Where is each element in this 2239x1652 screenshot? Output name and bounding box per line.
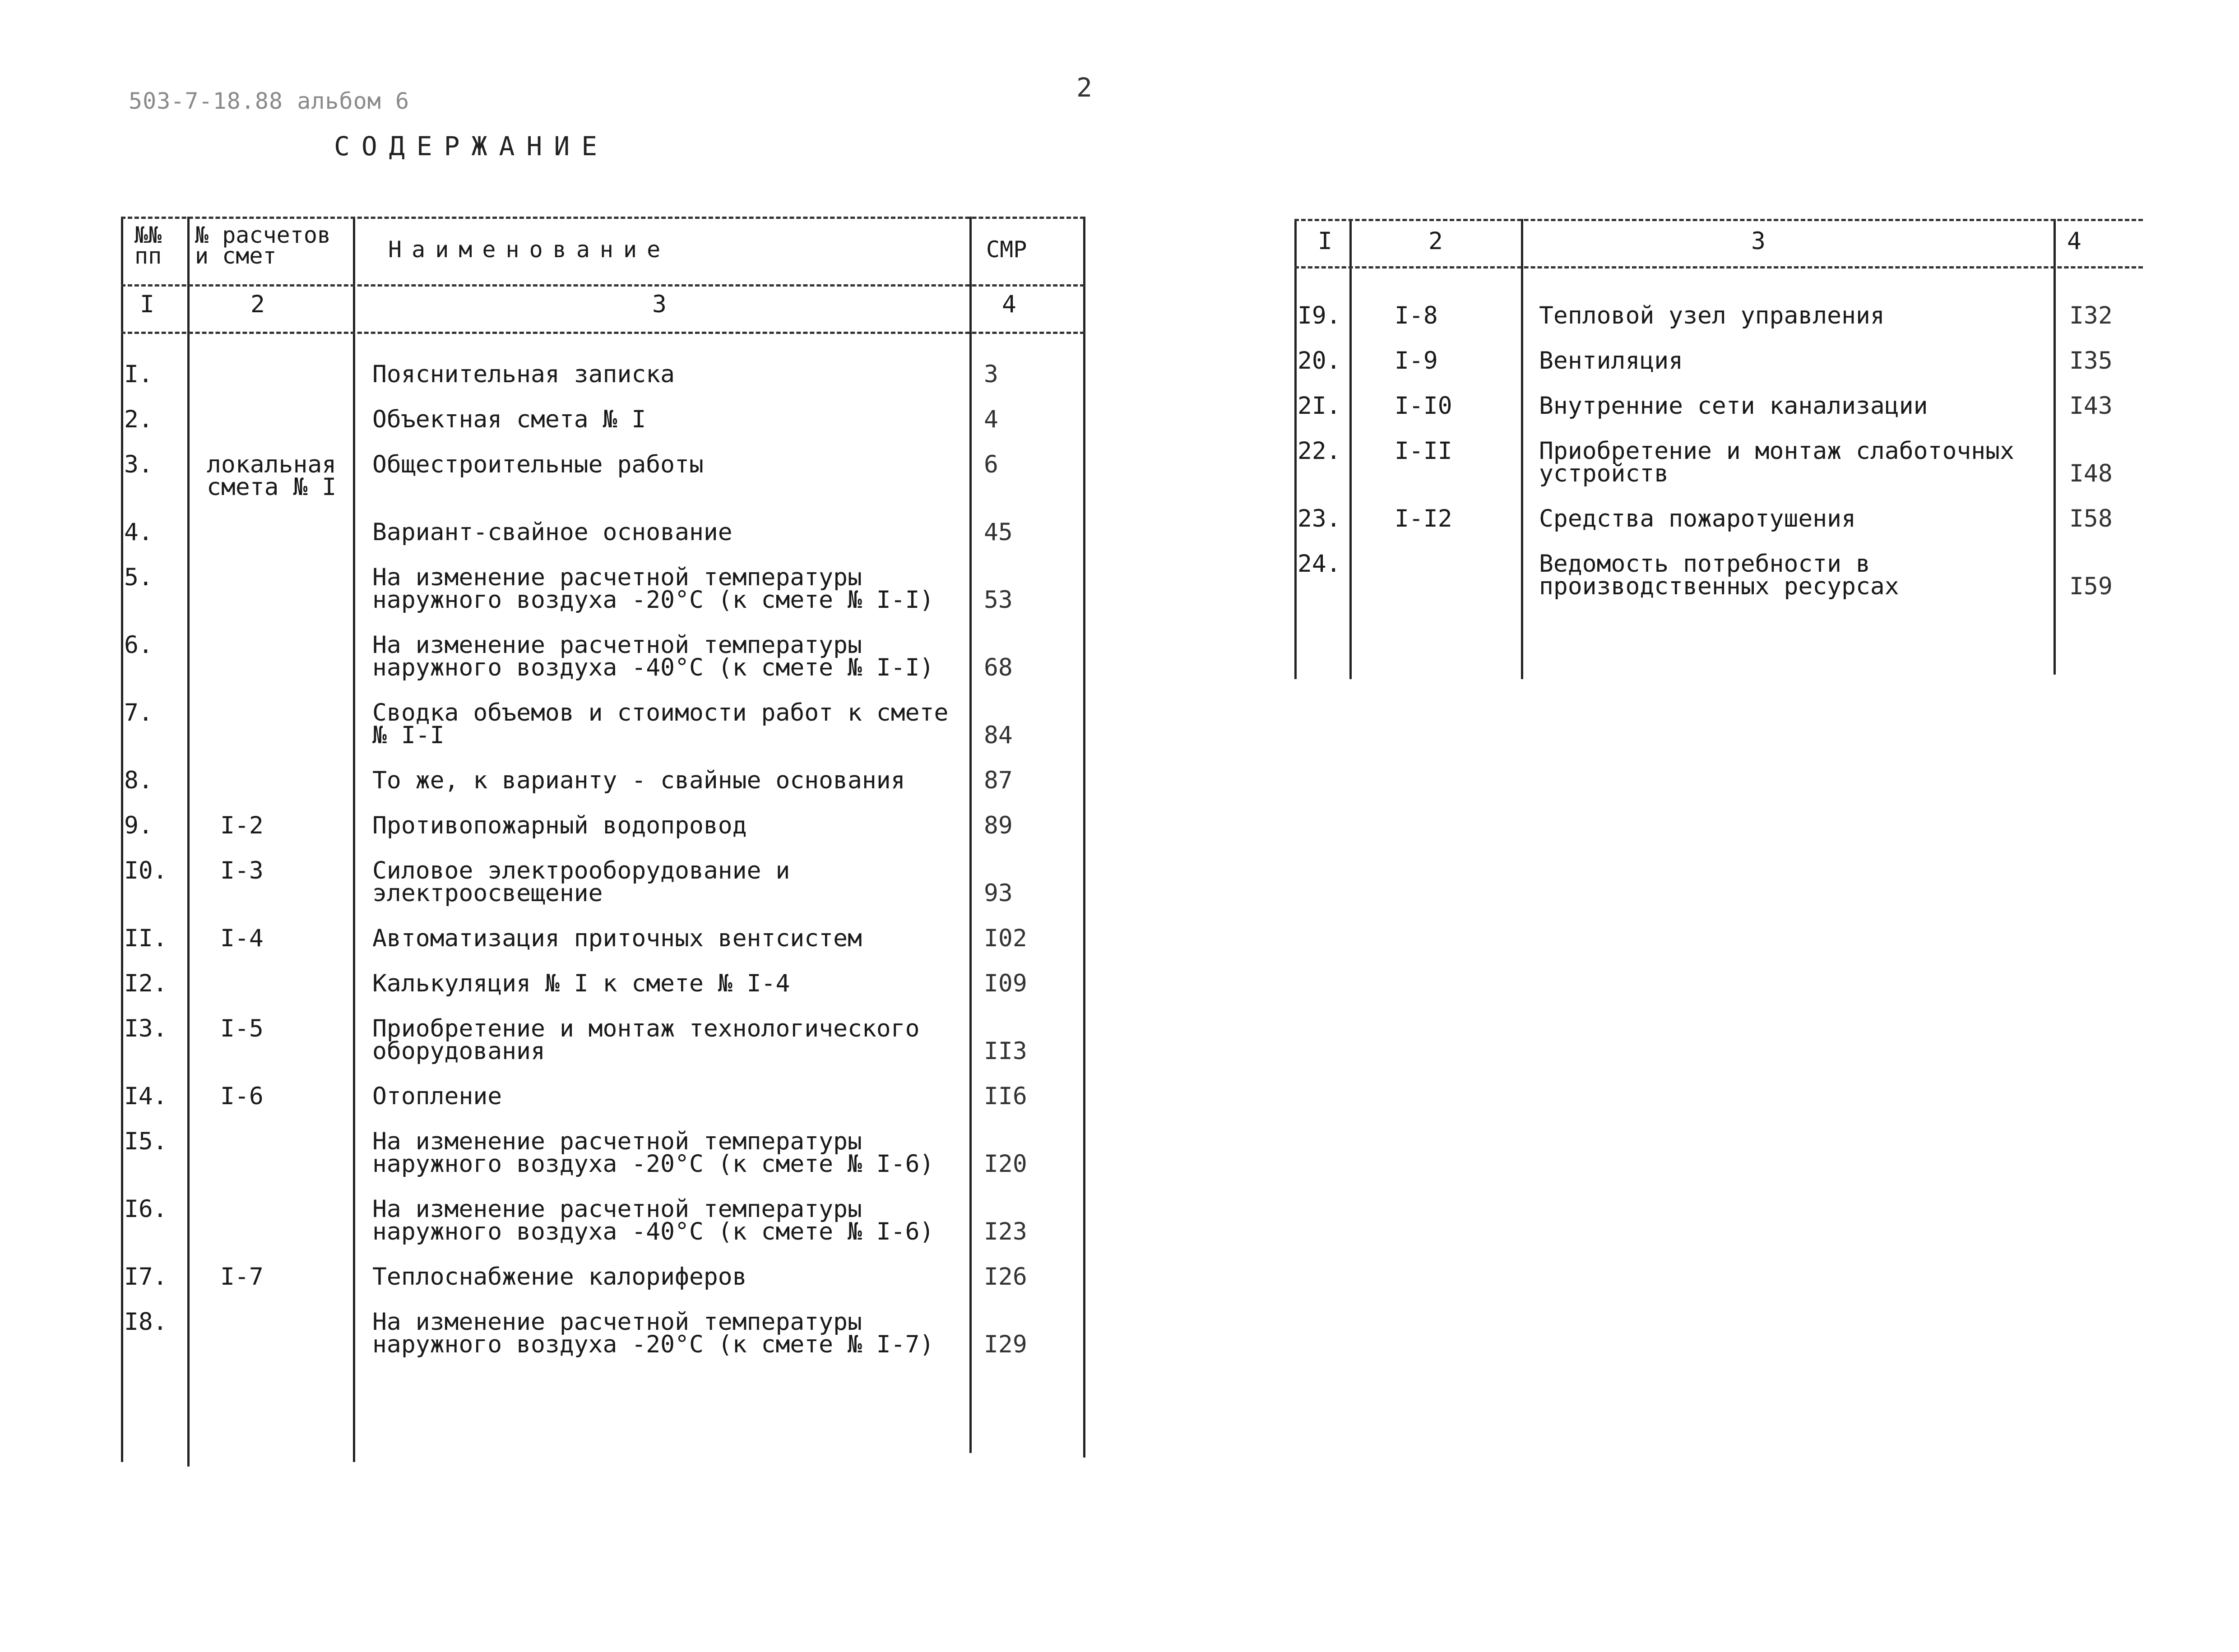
row-page: I48 <box>2069 460 2113 487</box>
header-col-number <box>134 222 177 269</box>
row-name: Автоматизация приточных вентсистем <box>372 925 862 952</box>
row-number: I5. <box>124 1128 167 1155</box>
row-name: Приобретение и монтаж слаботочных устройств <box>1539 437 2014 487</box>
row-number: 2. <box>124 406 153 433</box>
row-number: 8. <box>124 767 153 794</box>
row-page: I58 <box>2069 505 2113 532</box>
row-page: 3 <box>984 361 998 388</box>
table-rule <box>1294 219 2143 221</box>
row-page: 89 <box>984 812 1013 839</box>
table-divider <box>1521 219 1523 679</box>
row-number: I6. <box>124 1195 167 1223</box>
row-name: Сводка объемов и стоимости работ к смете № I-I <box>372 699 949 749</box>
col-number: 3 <box>1751 227 1766 255</box>
row-name: Внутренние сети канализации <box>1539 392 1928 420</box>
row-name: Теплоснабжение калориферов <box>372 1263 747 1291</box>
row-name: То же, к варианту - свайные основания <box>372 767 905 794</box>
row-number: 23. <box>1298 505 1341 532</box>
row-estimate-code: I-5 <box>220 1015 264 1042</box>
header-col-code <box>195 222 344 269</box>
header-col-code-label: № расчетов и смет <box>195 222 331 269</box>
row-page: I29 <box>984 1331 1027 1358</box>
row-estimate-code: I-4 <box>220 925 264 952</box>
row-number: I8. <box>124 1308 167 1336</box>
row-number: I3. <box>124 1015 167 1042</box>
row-estimate-code: I-I2 <box>1395 505 1452 532</box>
row-page: I32 <box>2069 302 2113 329</box>
row-number: 9. <box>124 812 153 839</box>
row-name: На изменение расчетной температуры наружного воздуха -40°С (к смете № I-I) <box>372 631 934 681</box>
row-page: I26 <box>984 1263 1027 1291</box>
row-estimate-code: I-II <box>1395 437 1452 465</box>
row-name: На изменение расчетной температуры наружного воздуха -20°С (к смете № I-7) <box>372 1308 934 1358</box>
row-estimate-code: локальная смета № I <box>207 451 337 501</box>
page-title: СОДЕРЖАНИЕ <box>334 131 609 162</box>
header-col-number-label: №№ пп <box>134 222 162 269</box>
row-page: I20 <box>984 1150 1027 1178</box>
row-number: 5. <box>124 564 153 591</box>
row-number: 4. <box>124 518 153 546</box>
row-number: I7. <box>124 1263 167 1291</box>
table-rule <box>121 284 1085 287</box>
row-name: Вариант-свайное основание <box>372 518 732 546</box>
row-estimate-code: I-I0 <box>1395 392 1452 420</box>
row-number: 7. <box>124 699 153 727</box>
col-number: 4 <box>1002 291 1016 318</box>
row-page: I09 <box>984 970 1027 997</box>
row-number: I2. <box>124 970 167 997</box>
row-page: I02 <box>984 925 1027 952</box>
row-estimate-code: I-8 <box>1395 302 1438 329</box>
row-estimate-code: I-6 <box>220 1083 264 1110</box>
row-page: 93 <box>984 879 1013 907</box>
row-name: Силовое электрооборудование и электроосвещение <box>372 857 790 907</box>
row-name: На изменение расчетной температуры наружного воздуха -20°С (к смете № I-6) <box>372 1128 934 1178</box>
row-name: Средства пожаротушения <box>1539 505 1856 532</box>
row-name: Противопожарный водопровод <box>372 812 747 839</box>
row-name: Общестроительные работы <box>372 451 704 478</box>
row-page: 45 <box>984 518 1013 546</box>
row-name: Вентиляция <box>1539 347 1683 375</box>
row-number: II. <box>124 925 167 952</box>
row-page: 87 <box>984 767 1013 794</box>
row-number: 6. <box>124 631 153 659</box>
row-page: 53 <box>984 586 1013 614</box>
table-divider <box>1349 219 1352 679</box>
header-col-page: СМР <box>986 236 1027 263</box>
row-page: II3 <box>984 1037 1027 1065</box>
row-name: На изменение расчетной температуры наружного воздуха -20°С (к смете № I-I) <box>372 564 934 614</box>
col-number: I <box>140 291 154 318</box>
row-number: 22. <box>1298 437 1341 465</box>
row-number: I9. <box>1298 302 1341 329</box>
row-page: 4 <box>984 406 998 433</box>
row-page: I59 <box>2069 573 2113 600</box>
row-name: Приобретение и монтаж технологического оборудования <box>372 1015 920 1065</box>
row-number: I0. <box>124 857 167 884</box>
page-number: 2 <box>1076 72 1092 103</box>
table-divider <box>969 217 972 1453</box>
col-number: 3 <box>652 291 667 318</box>
row-name: На изменение расчетной температуры наружного воздуха -40°С (к смете № I-6) <box>372 1195 934 1245</box>
col-number: I <box>1318 227 1332 255</box>
row-page: I23 <box>984 1218 1027 1245</box>
row-page: I35 <box>2069 347 2113 375</box>
table-divider <box>187 217 190 1467</box>
row-name: Тепловой узел управления <box>1539 302 1885 329</box>
row-page: 84 <box>984 722 1013 749</box>
row-number: 20. <box>1298 347 1341 375</box>
row-page: 6 <box>984 451 998 478</box>
document-code: 503-7-18.88 альбом 6 <box>129 88 410 114</box>
row-estimate-code: I-3 <box>220 857 264 884</box>
row-name: Ведомость потребности в производственных ресурсах <box>1539 550 1899 600</box>
table-divider <box>2054 219 2056 675</box>
header-col-name: Наименование <box>388 236 671 263</box>
col-number: 2 <box>1428 227 1443 255</box>
table-border-right <box>1083 217 1085 1458</box>
row-number: I4. <box>124 1083 167 1110</box>
table-rule <box>1294 266 2143 268</box>
col-number: 4 <box>2067 227 2081 255</box>
row-number: 2I. <box>1298 392 1341 420</box>
row-number: 3. <box>124 451 153 478</box>
row-estimate-code: I-7 <box>220 1263 264 1291</box>
row-name: Пояснительная записка <box>372 361 675 388</box>
table-border-left <box>121 217 123 1462</box>
row-page: I43 <box>2069 392 2113 420</box>
table-rule <box>121 217 1085 219</box>
table-divider <box>353 217 355 1462</box>
row-number: 24. <box>1298 550 1341 578</box>
row-number: I. <box>124 361 153 388</box>
row-estimate-code: I-2 <box>220 812 264 839</box>
row-page: 68 <box>984 654 1013 681</box>
row-page: II6 <box>984 1083 1027 1110</box>
row-estimate-code: I-9 <box>1395 347 1438 375</box>
row-name: Отопление <box>372 1083 502 1110</box>
row-name: Калькуляция № I к смете № I-4 <box>372 970 790 997</box>
table-rule <box>121 332 1085 334</box>
row-name: Объектная смета № I <box>372 406 646 433</box>
col-number: 2 <box>250 291 265 318</box>
table-border-left <box>1294 219 1297 679</box>
